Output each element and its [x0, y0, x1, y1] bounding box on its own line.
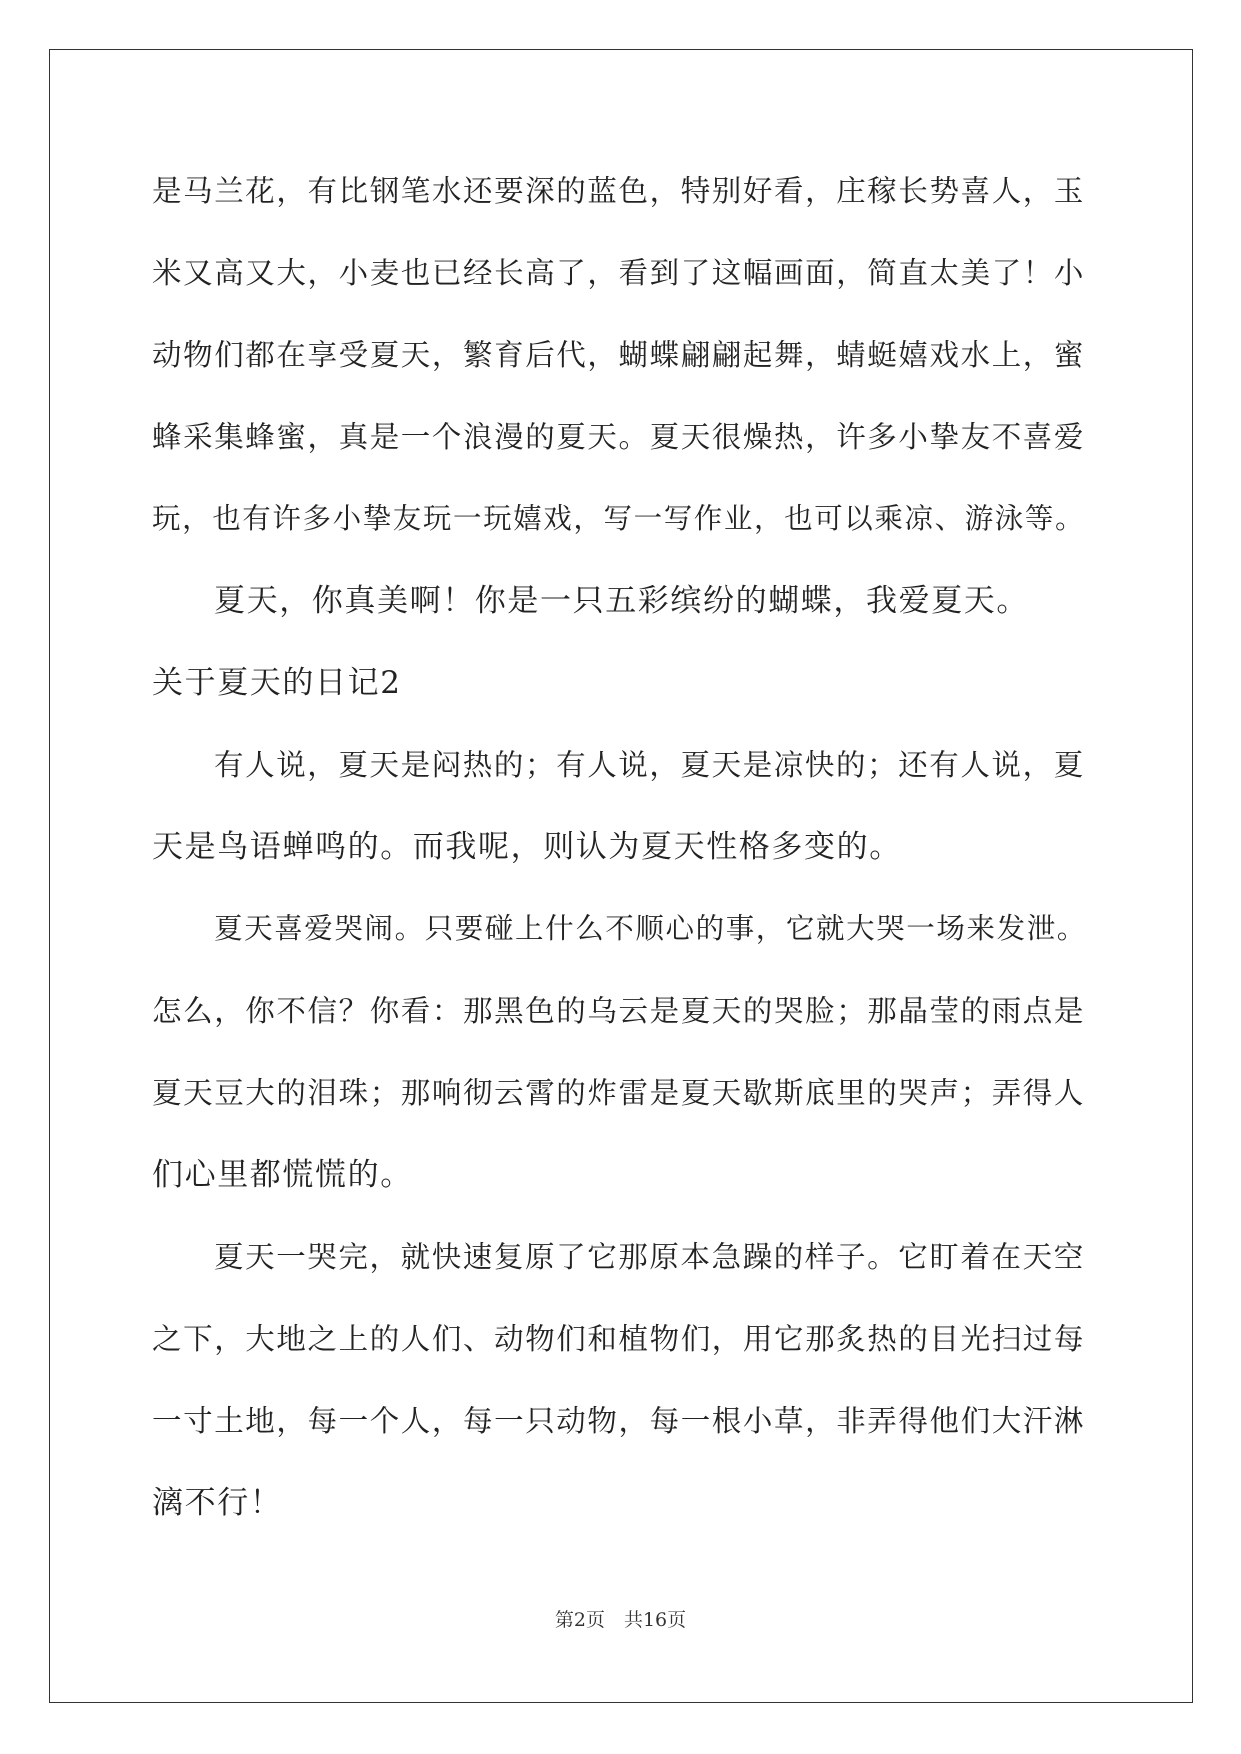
page-number-footer: 第2页 共16页 — [554, 1609, 687, 1631]
text-line: 夏天喜爱哭闹。只要碰上什么不顺心的事，它就大哭一场来发泄。 — [214, 912, 1087, 945]
text-line: 漓不行！ — [152, 1485, 283, 1521]
text-line: 夏天一哭完，就快速复原了它那原本急躁的样子。它盯着在天空 — [214, 1240, 1085, 1274]
text-line: 动物们都在享受夏天，繁育后代，蝴蝶翩翩起舞，蜻蜓嬉戏水上，蜜 — [152, 338, 1086, 372]
section-heading: 关于夏天的日记2 — [152, 665, 402, 701]
text-line: 们心里都慌慌的。 — [152, 1157, 413, 1193]
text-line: 有人说，夏天是闷热的；有人说，夏天是凉快的；还有人说，夏 — [214, 748, 1085, 782]
text-line: 玩，也有许多小挚友玩一玩嬉戏，写一写作业，也可以乘凉、游泳等。 — [152, 502, 1086, 535]
text-line: 怎么，你不信？你看：那黑色的乌云是夏天的哭脸；那晶莹的雨点是 — [152, 994, 1086, 1028]
document-body — [152, 150, 1092, 1544]
text-line: 夏天，你真美啊！你是一只五彩缤纷的蝴蝶，我爱夏天。 — [214, 583, 1029, 619]
text-line: 天是鸟语蝉鸣的。而我呢，则认为夏天性格多变的。 — [152, 829, 902, 865]
text-line: 一寸土地，每一个人，每一只动物，每一根小草，非弄得他们大汗淋 — [152, 1404, 1086, 1438]
text-line: 之下，大地之上的人们、动物们和植物们，用它那炙热的目光扫过每 — [152, 1322, 1086, 1356]
text-line: 是马兰花，有比钢笔水还要深的蓝色，特别好看，庄稼长势喜人，玉 — [152, 174, 1086, 208]
text-line: 米又高又大，小麦也已经长高了，看到了这幅画面，简直太美了！小 — [152, 256, 1086, 290]
text-line: 蜂采集蜂蜜，真是一个浪漫的夏天。夏天很燥热，许多小挚友不喜爱 — [152, 420, 1086, 454]
text-line: 夏天豆大的泪珠；那响彻云霄的炸雷是夏天歇斯底里的哭声；弄得人 — [152, 1076, 1086, 1110]
